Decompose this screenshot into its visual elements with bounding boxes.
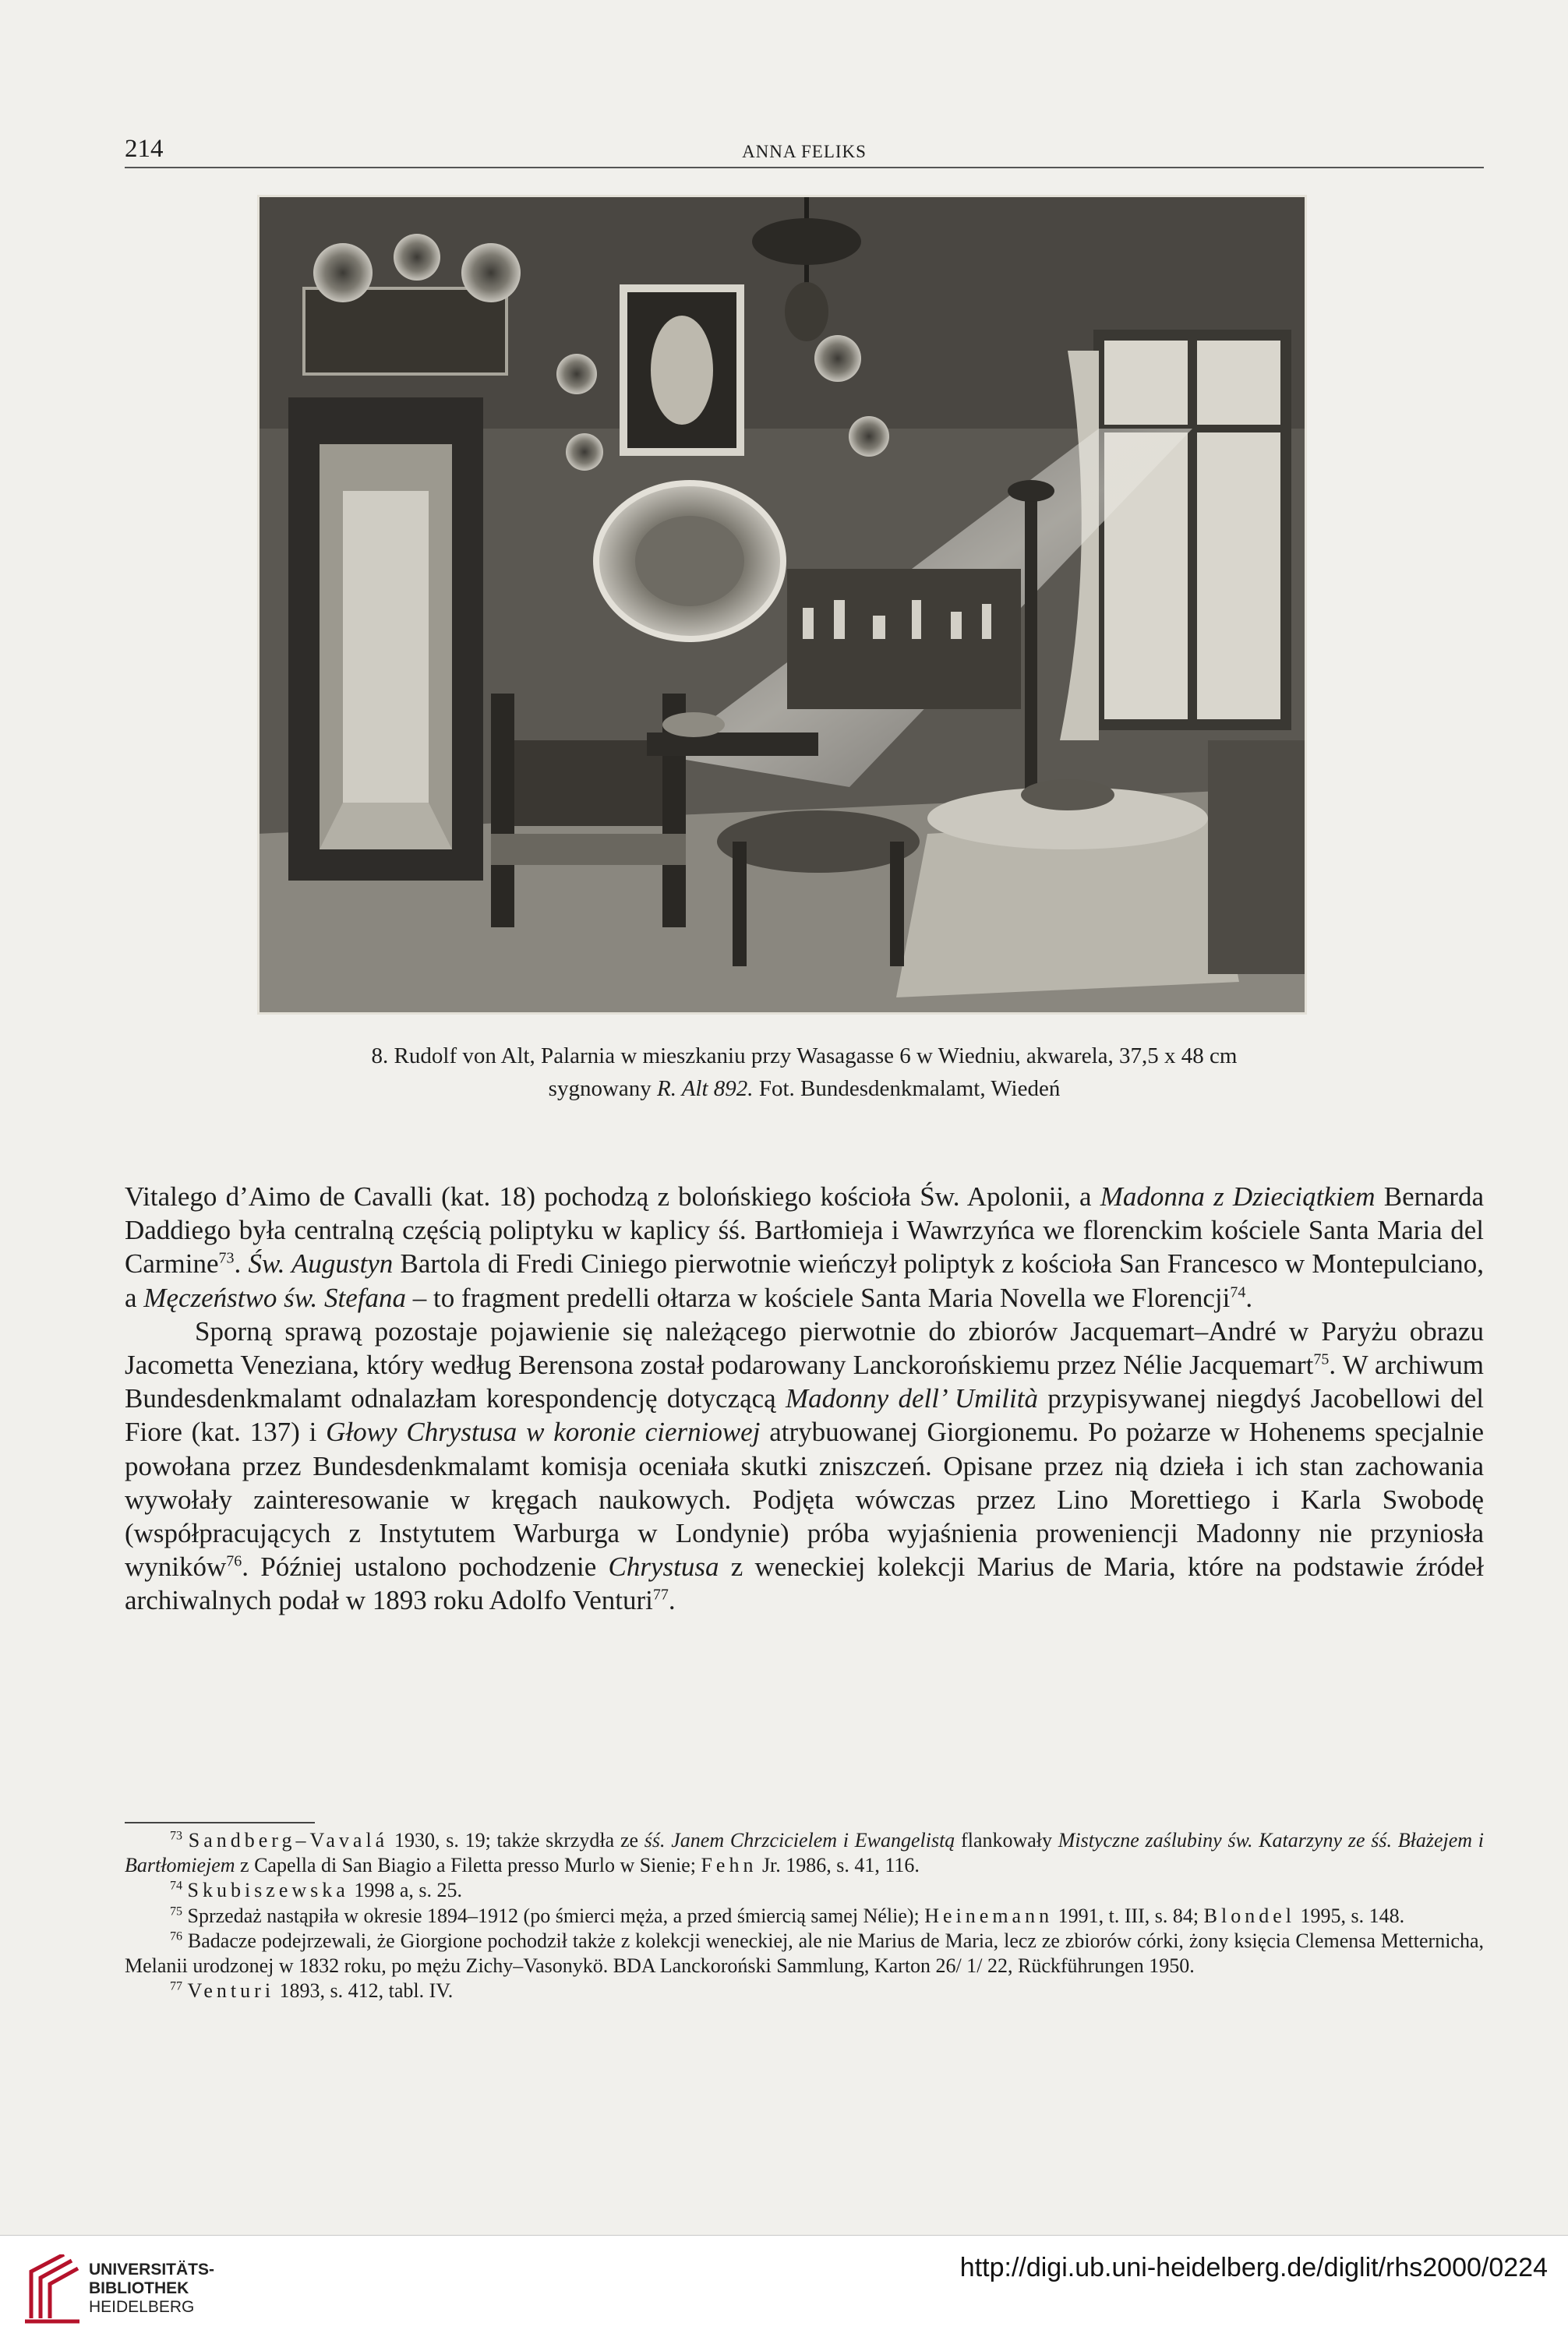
footnote-text: 1995, s. 148.	[1294, 1904, 1405, 1927]
footnote-text: 1991, t. III, s. 84;	[1053, 1904, 1204, 1927]
document-url-link[interactable]: http://digi.ub.uni-heidelberg.de/diglit/rhs2000/0224	[959, 2253, 1548, 2282]
footnote-ref[interactable]: 77	[652, 1586, 669, 1604]
library-footer-bar	[0, 2235, 1568, 2344]
artwork-title: Głowy Chrystusa w koronie cierniowej	[326, 1417, 761, 1448]
text-run: . W archiwum Bundesdenkmalamt odnalazłam korespondencję dotyczącą	[125, 1350, 1485, 1414]
footnote-number: 75	[170, 1904, 182, 1918]
footnote-author: Blondel	[1203, 1904, 1295, 1927]
caption-line-1: 8. Rudolf von Alt, Palarnia w mieszkaniu przy Wasagasse 6 w Wiedniu, akwarela, 37,5 x 48 cm	[371, 1043, 1238, 1068]
text-run: Sporną sprawą pozostaje pojawienie się należącego pierwotnie do zbiorów Jacquemart–André w Paryżu obrazu Jacometta Veneziana, który według Berensona został podarowany Lanckorońskiemu przez Nélie Jacquemart	[125, 1315, 1484, 1381]
footnote-ref[interactable]: 75	[1313, 1350, 1330, 1368]
running-head: ANNA FELIKS	[742, 142, 867, 161]
library-logo-icon[interactable]	[17, 2254, 84, 2325]
footnote-italic: Mistyczne zaślubiny św. Katarzyny ze śś. Błażejem i Bartłomiejem	[125, 1829, 1484, 1877]
caption-signature: R. Alt 892.	[657, 1076, 754, 1101]
footnote-ref[interactable]: 73	[218, 1249, 235, 1267]
footnote-ref[interactable]: 76	[226, 1552, 242, 1570]
footnote-number: 76	[170, 1929, 182, 1943]
body-text	[125, 1180, 1484, 1618]
footnote-number: 74	[170, 1879, 182, 1893]
artwork-title: Męczeństwo św. Stefana	[143, 1282, 406, 1313]
header-rule	[125, 167, 1484, 168]
text-run: atrybuowanej Giorgionemu. Po pożarze w Hohenems specjalnie powołana przez Bundesdenkmalamt komisja oceniała skutki zniszczeń. Opisane przez nią dzieła i ich stan zachowania wywołały zainteresowanie w kręgach naukowych. Podjęta wówczas przez Lino Morettiego i Karla Swobodę (współpracujących z Instytutem Warburga w Londynie) próba wyjaśnienia proweniencji Madonny nie przyniosła wyników	[125, 1417, 1484, 1583]
footnote-number: 77	[170, 1979, 182, 1993]
footnote-text: 1893, s. 412, tabl. IV.	[274, 1979, 454, 2003]
footnote-text: Badacze podejrzewali, że Giorgione pochodził także z kolekcji weneckiej, ale nie Marius de Maria, lecz ze zbiorów córki, żony księcia Clemensa Metternicha, Melanii urodzonej w 1832 roku, po mężu Zichy–Vasonykö. BDA Lanckoroński Sammlung, Karton 26/ 1/ 22, Rückführungen 1950.	[125, 1929, 1484, 1978]
footnote-author: Sandberg–Vavalá	[188, 1829, 389, 1852]
caption-line-2	[125, 1072, 1484, 1105]
caption-text: sygnowany	[548, 1076, 658, 1101]
text-run: .	[234, 1248, 249, 1280]
footnote-author: Heinemann	[924, 1904, 1054, 1927]
footnote-75	[125, 1904, 1484, 1929]
library-name-line: BIBLIOTHEK	[89, 2279, 189, 2297]
text-run: Vitalego d’Aimo de Cavalli (kat. 18) pochodzą z bolońskiego kościoła Św. Apolonii, a	[125, 1181, 1100, 1212]
artwork-title: Chrystusa	[608, 1551, 719, 1583]
footnote-74	[125, 1878, 1484, 1903]
text-run: .	[1245, 1282, 1253, 1313]
text-run: przypisywanej niegdyś Jacobellowi del Fiore (kat. 137) i	[125, 1383, 1484, 1448]
footnote-number: 73	[170, 1829, 182, 1843]
footnote-73	[125, 1828, 1484, 1878]
footnote-text: 1930, s. 19; także skrzydła ze	[388, 1829, 645, 1852]
footnote-text: Jr. 1986, s. 41, 116.	[757, 1854, 920, 1877]
paragraph-2	[125, 1315, 1484, 1618]
footnote-ref[interactable]: 74	[1230, 1283, 1246, 1301]
footnote-author: Fehn	[701, 1854, 758, 1877]
text-run: .	[668, 1585, 676, 1616]
footnote-italic: śś. Janem Chrzcicielem i Ewangelistą	[644, 1829, 955, 1852]
footnote-76	[125, 1929, 1484, 1979]
footnotes	[125, 1828, 1484, 2003]
artwork-title: Madonny dell’ Umilità	[785, 1383, 1038, 1414]
painting-illustration	[257, 195, 1307, 1015]
page-header	[125, 136, 1484, 168]
footnote-text: z Capella di San Biagio a Filetta presso Murlo w Sienie;	[235, 1854, 701, 1877]
paragraph-1	[125, 1180, 1484, 1315]
footnote-text: 1998 a, s. 25.	[348, 1879, 462, 1902]
footnote-rule	[125, 1822, 315, 1823]
library-name-line: UNIVERSITÄTS-	[89, 2261, 215, 2279]
text-run: Bernarda Daddiego była centralną częścią poliptyku w kaplicy śś. Bartłomieja i Wawrzyńca we florenckim kościele Santa Maria del Carmine	[125, 1181, 1485, 1280]
text-run: – to fragment predelli ołtarza w kościele Santa Maria Novella we Florencji	[405, 1282, 1231, 1313]
library-name	[89, 2261, 214, 2317]
text-run: Bartola di Fredi Ciniego pierwotnie wieńczył poliptyk z kościoła San Francesco w Montepulciano, a	[125, 1248, 1484, 1313]
text-run: z weneckiej kolekcji Marius de Maria, które na podstawie źródeł archiwalnych podał w 1893 roku Adolfo Venturi	[125, 1551, 1485, 1616]
artwork-title: Św. Augustyn	[248, 1248, 394, 1280]
painting-image	[257, 195, 1307, 1015]
library-name-line: HEIDELBERG	[89, 2298, 195, 2316]
text-run: . Później ustalono pochodzenie	[242, 1551, 609, 1583]
footnote-text: flankowały	[955, 1829, 1058, 1852]
footnote-77	[125, 1979, 1484, 2003]
page-number: 214	[125, 135, 164, 163]
footnote-author: Venturi	[187, 1979, 275, 2003]
caption-credit: Fot. Bundesdenkmalamt, Wiedeń	[753, 1076, 1061, 1101]
footnote-author: Skubiszewska	[187, 1879, 349, 1902]
footnote-text: Sprzedaż nastąpiła w okresie 1894–1912 (po śmierci męża, a przed śmiercią samej Nélie);	[182, 1904, 925, 1927]
artwork-title: Madonna z Dzieciątkiem	[1100, 1181, 1376, 1212]
figure-caption	[125, 1040, 1484, 1105]
